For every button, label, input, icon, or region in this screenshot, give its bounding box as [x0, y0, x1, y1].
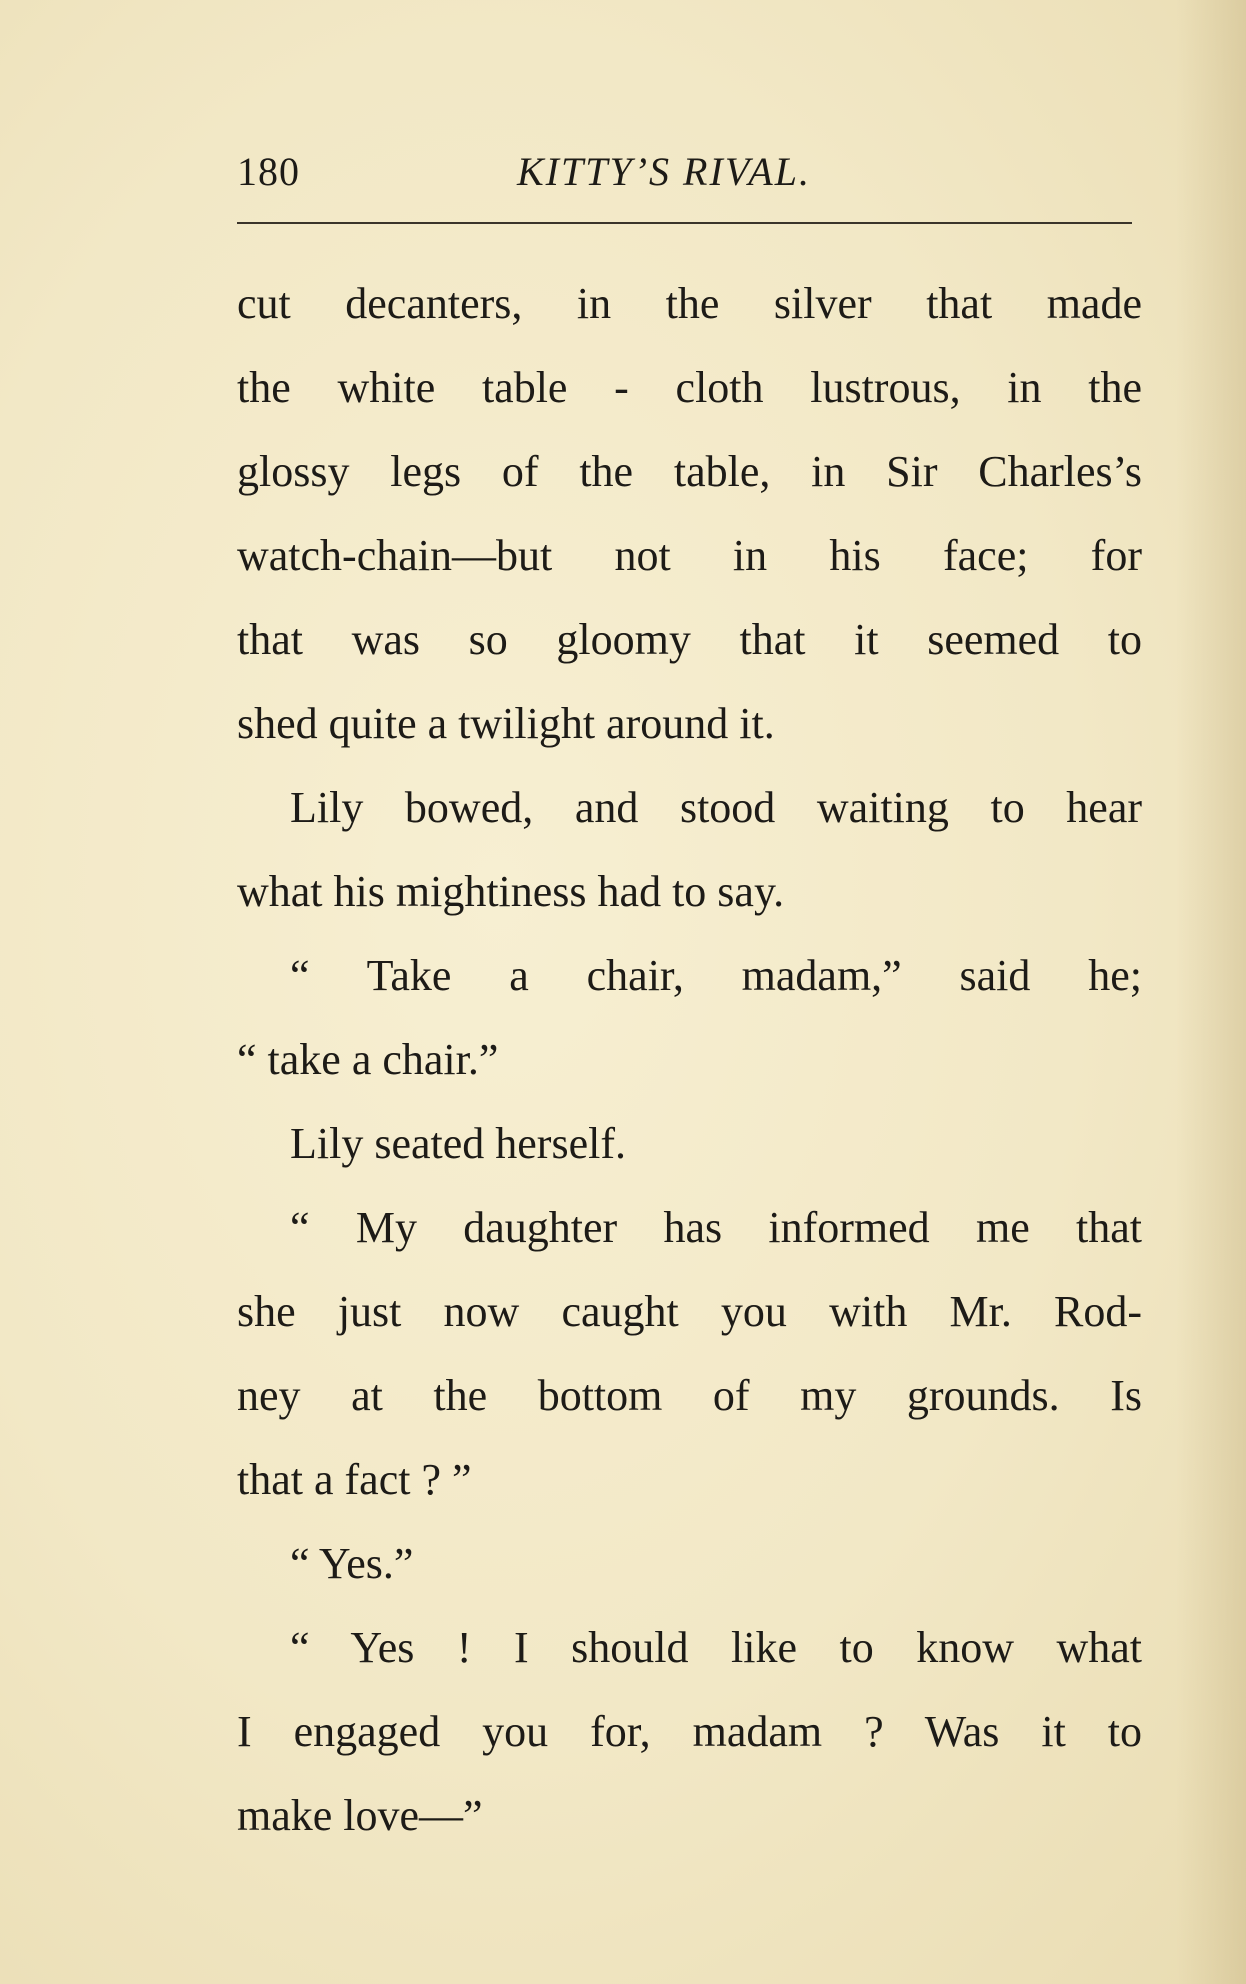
text-line: cut decanters, in the silver that made — [237, 279, 1142, 328]
body-text — [237, 262, 1142, 1858]
text-line: “ take a chair.” — [237, 1035, 499, 1084]
text-line: glossy legs of the table, in Sir Charles’s — [237, 447, 1142, 496]
text-line: make love—” — [237, 1791, 483, 1840]
text-line: ney at the bottom of my grounds. Is — [237, 1371, 1142, 1420]
text-line: Lily seated herself. — [290, 1119, 626, 1168]
text-line: I engaged you for, madam ? Was it to — [237, 1707, 1142, 1756]
text-line: that was so gloomy that it seemed to — [237, 615, 1142, 664]
text-line: “ Yes.” — [290, 1539, 414, 1588]
text-line: she just now caught you with Mr. Rod- — [237, 1287, 1142, 1336]
text-line: “ My daughter has informed me that — [290, 1203, 1142, 1252]
text-line: watch-chain—but not in his face; for — [237, 531, 1142, 580]
text-line: shed quite a twilight around it. — [237, 699, 775, 748]
page-number: 180 — [237, 149, 300, 194]
text-line: what his mightiness had to say. — [237, 867, 785, 916]
text-line: the white table - cloth lustrous, in the — [237, 363, 1142, 412]
header-rule — [237, 222, 1132, 224]
text-line: Lily bowed, and stood waiting to hear — [290, 783, 1142, 832]
page-edge-shadow — [1176, 0, 1246, 1984]
running-title: KITTY’S RIVAL. — [517, 149, 811, 194]
text-line: “ Take a chair, madam,” said he; — [290, 951, 1142, 1000]
text-line: “ Yes ! I should like to know what — [290, 1623, 1142, 1672]
text-line: that a fact ? ” — [237, 1455, 472, 1504]
running-header — [237, 148, 1137, 198]
